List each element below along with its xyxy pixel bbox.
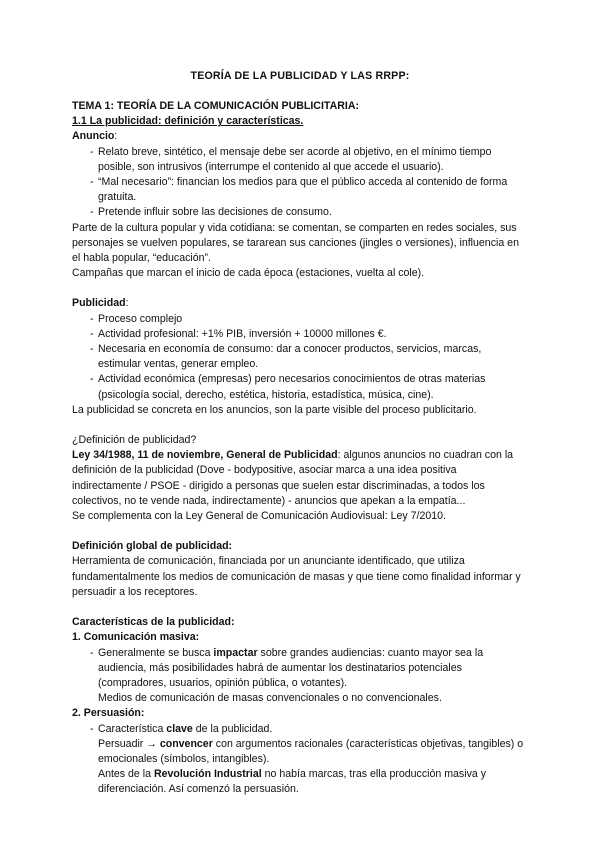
anuncio-label-line: Anuncio: xyxy=(72,130,118,143)
tema-heading: TEMA 1: TEORÍA DE LA COMUNICACIÓN PUBLICITARIA: xyxy=(72,100,359,112)
section-heading: 1.1 La publicidad: definición y características. xyxy=(72,115,304,128)
caracteristica-1-list xyxy=(72,646,524,692)
list-item: - Pretende influir sobre las decisiones de consumo. xyxy=(72,205,524,220)
caracteristica-1-extra: Medios de comunicación de masas convencionales o no convencionales. xyxy=(98,692,442,705)
anuncio-label: Anuncio xyxy=(72,130,115,143)
anuncio-paragraph: Parte de la cultura popular y vida cotidiana: se comentan, se comparten en redes sociales, sus personajes se vuelven populares, se tararean sus canciones (jingles o versiones), influencia en el habla popular, “educación”. xyxy=(72,221,519,265)
ley-paragraph xyxy=(72,448,524,509)
list-item: - “Mal necesario”: financian los medios para que el público acceda al contenido de forma gratuita. xyxy=(72,175,524,205)
keyword: convencer xyxy=(159,737,213,750)
publicidad-paragraph: La publicidad se concreta en los anuncios, son la parte visible del proceso publicitario. xyxy=(72,403,477,416)
caracteristica-2-line: Antes de la Revolución Industrial no había marcas, tras ella producción masiva y diferenciación. Así comenzó la persuasión. xyxy=(98,768,487,796)
caracteristicas-heading: Características de la publicidad: xyxy=(72,616,235,629)
list-item: - Característica clave de la publicidad. xyxy=(72,722,524,737)
anuncio-paragraph: Campañas que marcan el inicio de cada época (estaciones, vuelta al cole). xyxy=(72,267,425,280)
caracteristica-2-line: Persuadir → convencer con argumentos racionales (características objetivas, tangibles) o emocionales (símbolos, intangibles). xyxy=(98,737,524,765)
caracteristica-2-heading: 2. Persuasión: xyxy=(72,707,145,720)
list-item: - Proceso complejo xyxy=(72,312,524,327)
keyword: clave xyxy=(166,722,193,735)
ley-complement: Se complementa con la Ley General de Comunicación Audiovisual: Ley 7/2010. xyxy=(72,510,446,523)
document-body xyxy=(72,99,524,798)
publicidad-list xyxy=(72,312,524,403)
list-item: - Actividad económica (empresas) pero necesarios conocimientos de otras materias (psicología social, derecho, estética, historia, estadística, música, cine). xyxy=(72,372,524,402)
publicidad-label-line: Publicidad: xyxy=(72,297,129,310)
caracteristica-2-list xyxy=(72,722,524,737)
global-heading: Definición global de publicidad: xyxy=(72,540,233,553)
keyword: impactar xyxy=(213,646,258,659)
list-item: - Generalmente se busca impactar sobre grandes audiencias: cuanto mayor sea la audiencia, más posibilidades habrá de aumentar los destinatarios potenciales (compradores, usuarios, opinión pública, o votantes). xyxy=(72,646,524,692)
document-title: TEORÍA DE LA PUBLICIDAD Y LAS RRPP: xyxy=(190,70,410,82)
definicion-question: ¿Definición de publicidad? xyxy=(72,434,197,447)
caracteristica-1-heading: 1. Comunicación masiva: xyxy=(72,631,200,644)
ley-text: : algunos anuncios no cuadran con la definición de la publicidad (Dove - bodypositive, asociar marca a una idea positiva indirectamente / PSOE - dirigido a personas que suelen estar discriminadas, a todos los colectivos, no te vende nada, indirectamente) - anuncios que apekan a la empatía... xyxy=(72,449,514,507)
ley-title: Ley 34/1988, 11 de noviembre, General de Publicidad xyxy=(72,449,338,462)
list-item: - Actividad profesional: +1% PIB, inversión + 10000 millones €. xyxy=(72,327,524,342)
anuncio-list xyxy=(72,145,524,221)
keyword: Revolución Industrial xyxy=(153,768,262,781)
global-paragraph: Herramienta de comunicación, financiada por un anunciante identificado, que utiliza fundamentalmente los medios de comunicación de masas y que tiene como finalidad informar y persuadir a los receptores. xyxy=(72,555,521,598)
publicidad-label: Publicidad xyxy=(72,297,126,310)
list-item: - Relato breve, sintético, el mensaje debe ser acorde al objetivo, en el mínimo tiempo posible, son intrusivos (interrumpe el contenido al que accede el usuario). xyxy=(72,145,524,175)
list-item: - Necesaria en economía de consumo: dar a conocer productos, servicios, marcas, estimular ventas, generar empleo. xyxy=(72,342,524,372)
